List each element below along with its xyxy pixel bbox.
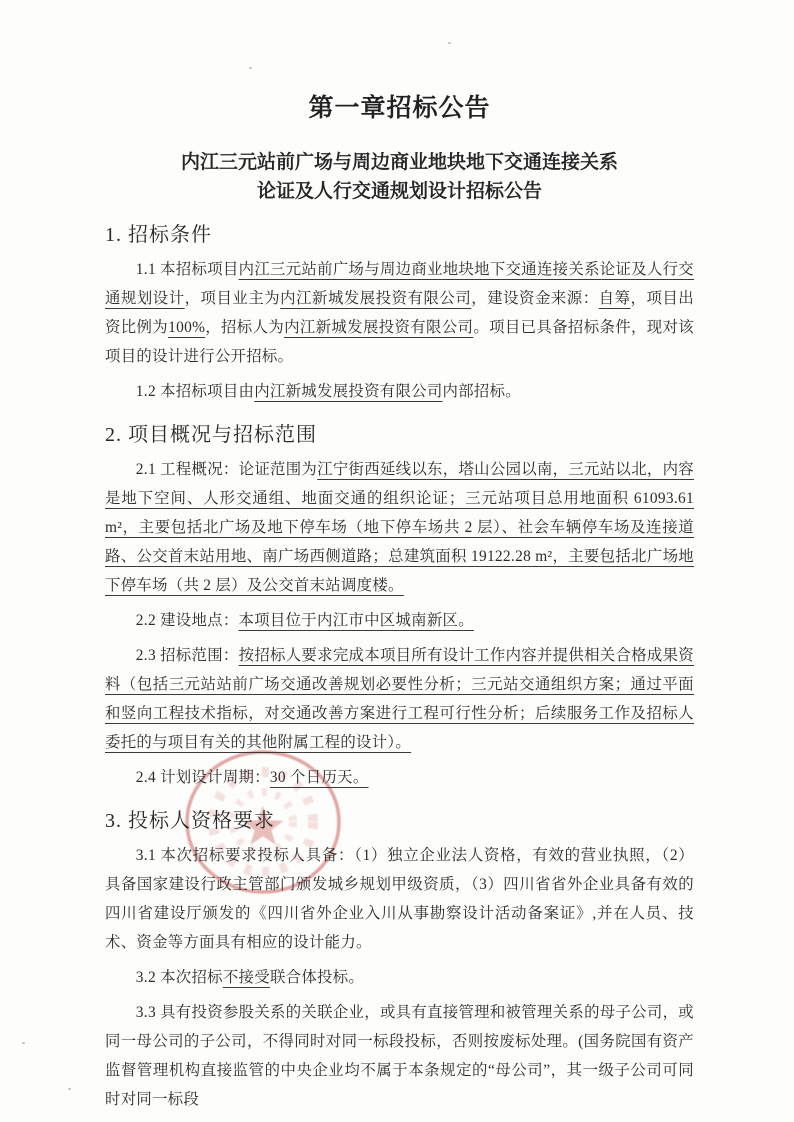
paragraph-1-1: 1.1 本招标项目内江三元站前广场与周边商业地块地下交通连接关系论证及人行交通规划设计，项目业主为内江新城发展投资有限公司，建设资金来源：自筹，项目出资比例为100%，招标人为内江新城发展投资有限公司。项目已具备招标条件，现对该项目的设计进行公开招标。: [105, 261, 695, 365]
document-title-line1: 内江三元站前广场与周边商业地块地下交通连接关系: [180, 152, 618, 173]
paragraph-2-1: 2.1 工程概况：论证范围为江宁街西延线以东，塔山公园以南，三元站以北，内容是地下空间、人形交通组、地面交通的组织论证；三元站项目总用地面积 61093.61 m²，主要包括北广场及地下停车场（地下停车场共 2 层）、社会车辆停车场及连接道路、公交首末站用地、南广场西侧道路；总建筑面积 19122.28 m²，主要包括北广场地下停车场（共 2 层）及公交首末站调度楼。: [105, 461, 695, 594]
paragraph-3-1: 3.1 本次招标要求投标人具备：（1）独立企业法人资格，有效的营业执照，（2）具备国家建设行政主管部门颁发城乡规划甲级资质，（3）四川省省外企业具备有效的四川省建设厅颁发的《四川省外企业入川从事勘察设计活动备案证》,并在人员、技术、资金等方面具有相应的设计能力。: [105, 847, 694, 951]
document-title: [105, 148, 694, 206]
paragraph-1-2: 1.2 本招标项目由内江新城发展投资有限公司内部招标。: [135, 383, 521, 400]
section-1-heading: 1. 招标条件: [105, 224, 212, 246]
chapter-title: 第一章招标公告: [308, 94, 491, 122]
paragraph-3-3: 3.3 具有投资参股关系的关联企业，或具有直接管理和被管理关系的母子公司，或同一母公司的子公司，不得同时对同一标段投标，否则按废标处理。(国务院国有资产监督管理机构直接监管的中央企业均不属于本条规定的“母公司”，其一级子公司可同时对同一标段: [105, 1004, 694, 1108]
section-2-heading: 2. 项目概况与招标范围: [105, 424, 317, 446]
paragraph-2-4: 2.4 计划设计周期：30 个日历天。: [135, 769, 369, 786]
paragraph-2-3: 2.3 招标范围：按招标人要求完成本项目所有设计工作内容并提供相关合格成果资料（包括三元站站前广场交通改善规划必要性分析；三元站交通组织方案；通过平面和竖向工程技术指标，对交通改善方案进行工程可行性分析；后续服务工作及招标人委托的与项目有关的其他附属工程的设计）。: [105, 647, 695, 751]
paragraph-2-2: 2.2 建设地点：本项目位于内江市中区城南新区。: [135, 612, 474, 629]
paragraph-3-2: 3.2 本次招标不接受联合体投标。: [135, 969, 365, 986]
document-title-line2: 论证及人行交通规划设计招标公告: [256, 181, 542, 202]
section-3-heading: 3. 投标人资格要求: [105, 810, 275, 832]
